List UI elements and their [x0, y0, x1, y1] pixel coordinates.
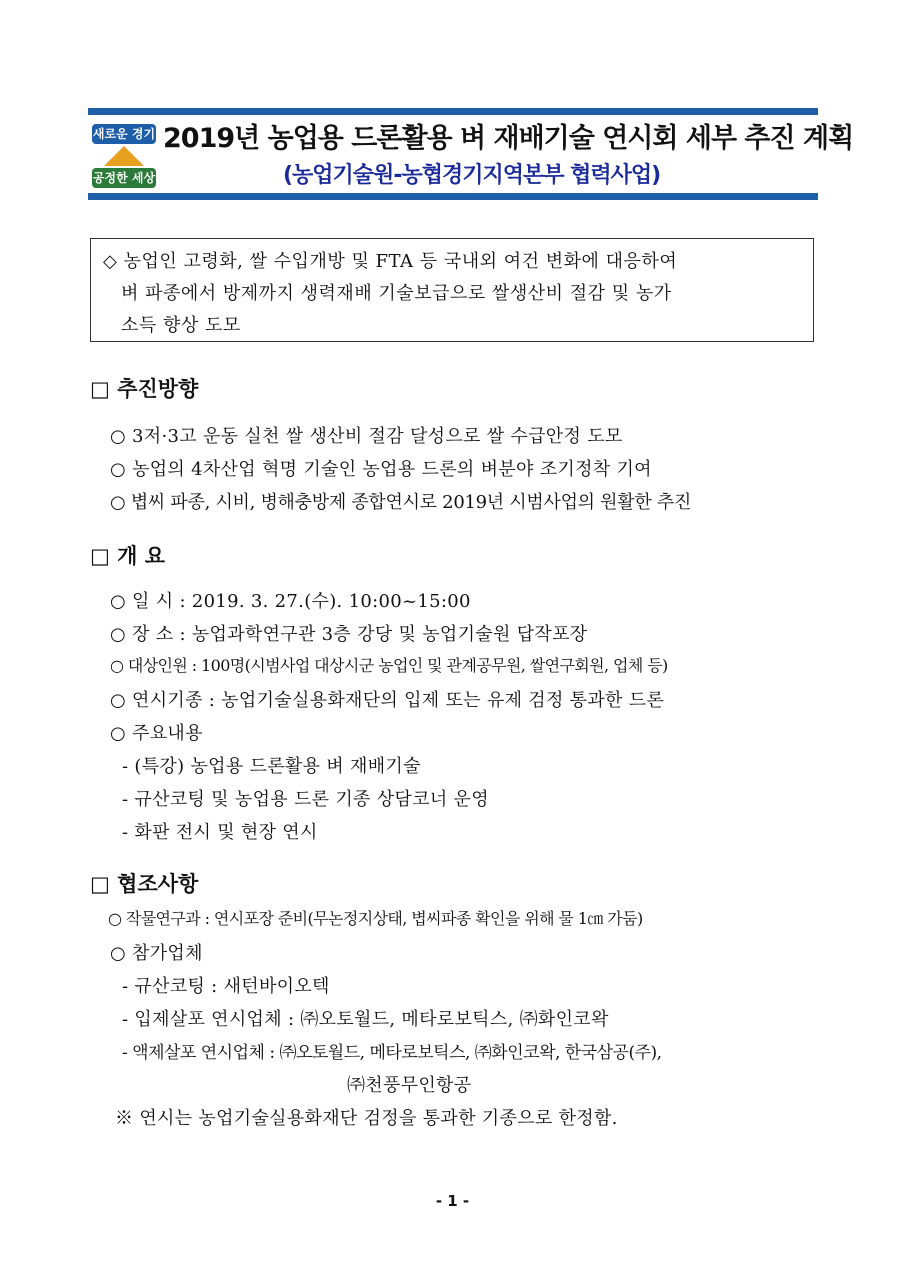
page-title: 2019년 농업용 드론활용 벼 재배기술 연시회 세부 추진 계획	[163, 123, 854, 154]
sub-list-item: - (특강) 농업용 드론활용 벼 재배기술	[122, 756, 421, 777]
list-item: ○ 장 소 : 농업과학연구관 3층 강당 및 농업기술원 답작포장	[110, 624, 588, 645]
header-top-bar	[88, 108, 818, 115]
summary-line: ◇ 농업인 고령화, 쌀 수입개방 및 FTA 등 국내외 여건 변화에 대응하여	[103, 251, 678, 272]
section-heading-cooperation: □ 협조사항	[90, 871, 199, 896]
section-heading-overview: □ 개 요	[90, 543, 166, 568]
list-item: ○ 작물연구과 : 연시포장 준비(무논정지상태, 볍씨파종 확인을 위해 물 1㎝ 가둠)	[108, 909, 643, 928]
summary-line: 소득 향상 도모	[121, 315, 241, 336]
house-roof-icon	[104, 146, 144, 166]
page-subtitle: (농업기술원-농협경기지역본부 협력사업)	[283, 163, 661, 188]
logo-bottom-text: 공정한 세상	[92, 168, 156, 188]
logo-top-text: 새로운 경기	[92, 124, 156, 144]
note: ※ 연시는 농업기술실용화재단 검정을 통과한 기종으로 한정함.	[115, 1108, 618, 1129]
list-item: ○ 볍씨 파종, 시비, 병해충방제 종합연시로 2019년 시범사업의 원활한 추진	[110, 492, 692, 513]
list-item: ○ 주요내용	[110, 723, 203, 744]
section-heading-direction: □ 추진방향	[90, 376, 199, 401]
list-item: ○ 참가업체	[110, 943, 203, 964]
list-item: ○ 대상인원 : 100명(시범사업 대상시군 농업인 및 관계공무원, 쌀연구회원, 업체 등)	[110, 656, 668, 675]
page-number: - 1 -	[435, 1192, 470, 1210]
list-item: ○ 연시기종 : 농업기술실용화재단의 입제 또는 유제 검정 통과한 드론	[110, 690, 665, 711]
sub-list-item: - 규산코팅 및 농업용 드론 기종 상담코너 운영	[122, 789, 489, 810]
header-bottom-bar	[88, 193, 818, 200]
list-item: ○ 농업의 4차산업 혁명 기술인 농업용 드론의 벼분야 조기정착 기여	[110, 459, 652, 480]
sub-list-item: - 규산코팅 : 새턴바이오텍	[122, 976, 330, 997]
list-item: ○ 일 시 : 2019. 3. 27.(수). 10:00~15:00	[110, 591, 471, 612]
list-item: ○ 3저·3고 운동 실천 쌀 생산비 절감 달성으로 쌀 수급안정 도모	[110, 426, 623, 447]
gyeonggi-logo	[90, 118, 158, 192]
sub-list-item-continued: ㈜천풍무인항공	[347, 1075, 472, 1096]
summary-box	[90, 238, 814, 342]
sub-list-item: - 입제살포 연시업체 : ㈜오토월드, 메타로보틱스, ㈜화인코왁	[122, 1009, 609, 1030]
summary-line: 벼 파종에서 방제까지 생력재배 기술보급으로 쌀생산비 절감 및 농가	[121, 283, 672, 304]
sub-list-item: - 화판 전시 및 현장 연시	[122, 822, 318, 843]
sub-list-item: - 액제살포 연시업체 : ㈜오토월드, 메타로보틱스, ㈜화인코왁, 한국삼공(주),	[122, 1043, 662, 1063]
